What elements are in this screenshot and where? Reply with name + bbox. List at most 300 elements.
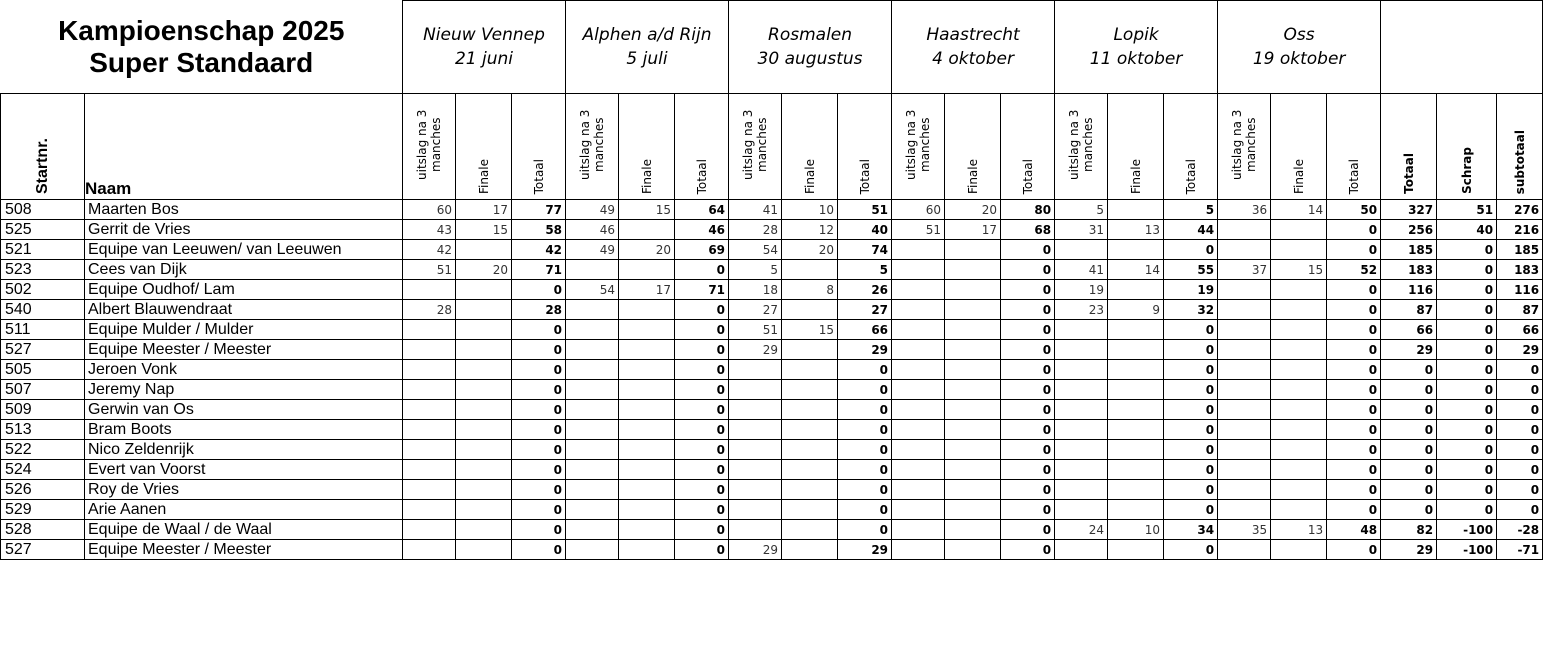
event-total-cell[interactable]: 50 (1327, 200, 1381, 220)
startnr-cell[interactable]: 523 (1, 260, 85, 280)
finale-cell[interactable] (1271, 420, 1327, 440)
event-total-cell[interactable]: 0 (838, 500, 892, 520)
uitslag-cell[interactable]: 51 (892, 220, 945, 240)
uitslag-cell[interactable] (566, 300, 619, 320)
finale-cell[interactable]: 20 (456, 260, 512, 280)
name-cell[interactable]: Equipe de Waal / de Waal (85, 520, 403, 540)
uitslag-cell[interactable] (1055, 440, 1108, 460)
finale-cell[interactable] (619, 460, 675, 480)
finale-cell[interactable] (1108, 440, 1164, 460)
schrap-cell[interactable]: 0 (1437, 420, 1497, 440)
event-total-cell[interactable]: 66 (838, 320, 892, 340)
finale-cell[interactable] (782, 380, 838, 400)
uitslag-cell[interactable]: 28 (403, 300, 456, 320)
event-total-cell[interactable]: 0 (1327, 380, 1381, 400)
uitslag-cell[interactable] (892, 320, 945, 340)
uitslag-cell[interactable] (403, 320, 456, 340)
finale-cell[interactable] (1108, 280, 1164, 300)
schrap-cell[interactable]: 0 (1437, 460, 1497, 480)
uitslag-cell[interactable] (566, 260, 619, 280)
startnr-cell[interactable]: 511 (1, 320, 85, 340)
subtotaal-cell[interactable]: 66 (1497, 320, 1543, 340)
total-cell[interactable]: 66 (1381, 320, 1437, 340)
uitslag-cell[interactable] (403, 360, 456, 380)
finale-cell[interactable]: 9 (1108, 300, 1164, 320)
finale-cell[interactable] (782, 440, 838, 460)
event-total-cell[interactable]: 0 (675, 460, 729, 480)
uitslag-cell[interactable] (1218, 540, 1271, 560)
uitslag-cell[interactable] (566, 540, 619, 560)
schrap-cell[interactable]: 40 (1437, 220, 1497, 240)
name-cell[interactable]: Equipe Meester / Meester (85, 340, 403, 360)
subtotaal-cell[interactable]: 276 (1497, 200, 1543, 220)
finale-cell[interactable] (1108, 320, 1164, 340)
total-cell[interactable]: 82 (1381, 520, 1437, 540)
total-cell[interactable]: 0 (1381, 380, 1437, 400)
event-total-cell[interactable]: 69 (675, 240, 729, 260)
subtotaal-cell[interactable]: 216 (1497, 220, 1543, 240)
uitslag-cell[interactable]: 43 (403, 220, 456, 240)
finale-cell[interactable] (1271, 380, 1327, 400)
event-total-cell[interactable]: 0 (1327, 320, 1381, 340)
finale-cell[interactable] (782, 500, 838, 520)
finale-cell[interactable] (945, 440, 1001, 460)
subtotaal-cell[interactable]: 0 (1497, 380, 1543, 400)
uitslag-cell[interactable]: 23 (1055, 300, 1108, 320)
event-total-cell[interactable]: 0 (1327, 500, 1381, 520)
event-total-cell[interactable]: 0 (1001, 460, 1055, 480)
event-total-cell[interactable]: 34 (1164, 520, 1218, 540)
event-total-cell[interactable]: 0 (512, 420, 566, 440)
finale-cell[interactable] (619, 380, 675, 400)
schrap-cell[interactable]: 0 (1437, 400, 1497, 420)
subtotaal-cell[interactable]: 0 (1497, 480, 1543, 500)
startnr-cell[interactable]: 525 (1, 220, 85, 240)
event-total-cell[interactable]: 0 (512, 460, 566, 480)
finale-cell[interactable] (619, 480, 675, 500)
event-total-cell[interactable]: 44 (1164, 220, 1218, 240)
uitslag-cell[interactable] (892, 460, 945, 480)
startnr-cell[interactable]: 528 (1, 520, 85, 540)
total-cell[interactable]: 29 (1381, 540, 1437, 560)
finale-cell[interactable] (1271, 340, 1327, 360)
event-total-cell[interactable]: 64 (675, 200, 729, 220)
finale-cell[interactable]: 14 (1108, 260, 1164, 280)
event-total-cell[interactable]: 0 (1164, 440, 1218, 460)
uitslag-cell[interactable]: 49 (566, 200, 619, 220)
schrap-cell[interactable]: 0 (1437, 480, 1497, 500)
finale-cell[interactable] (1271, 460, 1327, 480)
uitslag-cell[interactable] (1218, 240, 1271, 260)
finale-cell[interactable] (619, 340, 675, 360)
event-total-cell[interactable]: 0 (675, 320, 729, 340)
event-total-cell[interactable]: 0 (838, 460, 892, 480)
startnr-cell[interactable]: 521 (1, 240, 85, 260)
uitslag-cell[interactable] (729, 360, 782, 380)
uitslag-cell[interactable]: 36 (1218, 200, 1271, 220)
subtotaal-cell[interactable]: 0 (1497, 440, 1543, 460)
uitslag-cell[interactable] (403, 540, 456, 560)
event-total-cell[interactable]: 0 (512, 440, 566, 460)
finale-cell[interactable] (1108, 480, 1164, 500)
event-total-cell[interactable]: 52 (1327, 260, 1381, 280)
name-cell[interactable]: Jeroen Vonk (85, 360, 403, 380)
event-total-cell[interactable]: 0 (1001, 440, 1055, 460)
uitslag-cell[interactable] (1055, 360, 1108, 380)
event-total-cell[interactable]: 0 (512, 380, 566, 400)
uitslag-cell[interactable] (1055, 240, 1108, 260)
finale-cell[interactable] (945, 360, 1001, 380)
event-total-cell[interactable]: 0 (1327, 420, 1381, 440)
startnr-cell[interactable]: 509 (1, 400, 85, 420)
uitslag-cell[interactable] (729, 520, 782, 540)
finale-cell[interactable] (945, 320, 1001, 340)
name-cell[interactable]: Equipe Oudhof/ Lam (85, 280, 403, 300)
uitslag-cell[interactable]: 29 (729, 540, 782, 560)
finale-cell[interactable] (1271, 220, 1327, 240)
uitslag-cell[interactable]: 51 (403, 260, 456, 280)
schrap-cell[interactable]: 0 (1437, 500, 1497, 520)
finale-cell[interactable] (619, 260, 675, 280)
uitslag-cell[interactable]: 54 (566, 280, 619, 300)
name-cell[interactable]: Evert van Voorst (85, 460, 403, 480)
schrap-cell[interactable]: -100 (1437, 540, 1497, 560)
event-total-cell[interactable]: 0 (1164, 340, 1218, 360)
uitslag-cell[interactable] (1218, 380, 1271, 400)
finale-cell[interactable]: 20 (782, 240, 838, 260)
finale-cell[interactable]: 17 (619, 280, 675, 300)
name-cell[interactable]: Arie Aanen (85, 500, 403, 520)
event-total-cell[interactable]: 0 (1164, 420, 1218, 440)
event-total-cell[interactable]: 0 (675, 300, 729, 320)
uitslag-cell[interactable]: 54 (729, 240, 782, 260)
uitslag-cell[interactable] (1218, 360, 1271, 380)
finale-cell[interactable] (456, 360, 512, 380)
event-total-cell[interactable]: 0 (1327, 360, 1381, 380)
schrap-cell[interactable]: 0 (1437, 380, 1497, 400)
finale-cell[interactable] (619, 400, 675, 420)
finale-cell[interactable] (1271, 540, 1327, 560)
finale-cell[interactable] (782, 260, 838, 280)
uitslag-cell[interactable] (729, 460, 782, 480)
event-total-cell[interactable]: 0 (1001, 480, 1055, 500)
uitslag-cell[interactable] (1218, 320, 1271, 340)
total-cell[interactable]: 0 (1381, 500, 1437, 520)
total-cell[interactable]: 256 (1381, 220, 1437, 240)
finale-cell[interactable]: 12 (782, 220, 838, 240)
uitslag-cell[interactable] (1055, 340, 1108, 360)
event-total-cell[interactable]: 0 (512, 340, 566, 360)
subtotaal-cell[interactable]: 0 (1497, 360, 1543, 380)
uitslag-cell[interactable] (403, 280, 456, 300)
event-total-cell[interactable]: 0 (838, 480, 892, 500)
finale-cell[interactable] (619, 420, 675, 440)
subtotaal-cell[interactable]: 185 (1497, 240, 1543, 260)
finale-cell[interactable] (1108, 340, 1164, 360)
uitslag-cell[interactable] (892, 440, 945, 460)
finale-cell[interactable] (456, 320, 512, 340)
event-total-cell[interactable]: 0 (1001, 340, 1055, 360)
subtotaal-cell[interactable]: 0 (1497, 420, 1543, 440)
event-total-cell[interactable]: 27 (838, 300, 892, 320)
finale-cell[interactable] (619, 540, 675, 560)
finale-cell[interactable]: 15 (1271, 260, 1327, 280)
uitslag-cell[interactable]: 49 (566, 240, 619, 260)
finale-cell[interactable]: 20 (945, 200, 1001, 220)
subtotaal-cell[interactable]: 0 (1497, 500, 1543, 520)
event-total-cell[interactable]: 0 (1327, 240, 1381, 260)
event-total-cell[interactable]: 0 (838, 380, 892, 400)
finale-cell[interactable] (1108, 240, 1164, 260)
uitslag-cell[interactable] (729, 400, 782, 420)
finale-cell[interactable] (782, 300, 838, 320)
event-total-cell[interactable]: 0 (1164, 380, 1218, 400)
total-cell[interactable]: 0 (1381, 440, 1437, 460)
uitslag-cell[interactable] (892, 420, 945, 440)
name-cell[interactable]: Albert Blauwendraat (85, 300, 403, 320)
event-total-cell[interactable]: 77 (512, 200, 566, 220)
event-total-cell[interactable]: 32 (1164, 300, 1218, 320)
finale-cell[interactable]: 13 (1108, 220, 1164, 240)
finale-cell[interactable] (1271, 240, 1327, 260)
uitslag-cell[interactable] (1055, 320, 1108, 340)
finale-cell[interactable]: 15 (782, 320, 838, 340)
finale-cell[interactable] (1108, 540, 1164, 560)
finale-cell[interactable] (456, 380, 512, 400)
schrap-cell[interactable]: 0 (1437, 300, 1497, 320)
event-total-cell[interactable]: 0 (1327, 340, 1381, 360)
finale-cell[interactable] (456, 340, 512, 360)
event-total-cell[interactable]: 0 (675, 340, 729, 360)
uitslag-cell[interactable] (403, 380, 456, 400)
name-cell[interactable]: Nico Zeldenrijk (85, 440, 403, 460)
finale-cell[interactable] (456, 520, 512, 540)
event-total-cell[interactable]: 0 (512, 520, 566, 540)
event-total-cell[interactable]: 0 (675, 400, 729, 420)
uitslag-cell[interactable]: 41 (1055, 260, 1108, 280)
event-total-cell[interactable]: 58 (512, 220, 566, 240)
total-cell[interactable]: 185 (1381, 240, 1437, 260)
event-total-cell[interactable]: 0 (512, 480, 566, 500)
finale-cell[interactable] (456, 420, 512, 440)
event-total-cell[interactable]: 0 (1001, 380, 1055, 400)
name-cell[interactable]: Gerrit de Vries (85, 220, 403, 240)
finale-cell[interactable]: 10 (1108, 520, 1164, 540)
finale-cell[interactable] (945, 280, 1001, 300)
finale-cell[interactable] (619, 220, 675, 240)
event-total-cell[interactable]: 0 (1001, 280, 1055, 300)
finale-cell[interactable] (945, 540, 1001, 560)
name-cell[interactable]: Roy de Vries (85, 480, 403, 500)
subtotaal-cell[interactable]: 0 (1497, 460, 1543, 480)
finale-cell[interactable]: 8 (782, 280, 838, 300)
event-total-cell[interactable]: 0 (838, 440, 892, 460)
uitslag-cell[interactable]: 35 (1218, 520, 1271, 540)
uitslag-cell[interactable] (1218, 340, 1271, 360)
total-cell[interactable]: 327 (1381, 200, 1437, 220)
event-total-cell[interactable]: 0 (1001, 500, 1055, 520)
schrap-cell[interactable]: 0 (1437, 280, 1497, 300)
finale-cell[interactable] (945, 300, 1001, 320)
event-total-cell[interactable]: 0 (1164, 540, 1218, 560)
uitslag-cell[interactable] (403, 500, 456, 520)
event-total-cell[interactable]: 26 (838, 280, 892, 300)
event-total-cell[interactable]: 74 (838, 240, 892, 260)
event-total-cell[interactable]: 0 (512, 500, 566, 520)
event-total-cell[interactable]: 51 (838, 200, 892, 220)
event-total-cell[interactable]: 28 (512, 300, 566, 320)
schrap-cell[interactable]: -100 (1437, 520, 1497, 540)
finale-cell[interactable]: 14 (1271, 200, 1327, 220)
finale-cell[interactable] (1271, 320, 1327, 340)
uitslag-cell[interactable] (1055, 500, 1108, 520)
name-cell[interactable]: Maarten Bos (85, 200, 403, 220)
finale-cell[interactable] (782, 480, 838, 500)
event-total-cell[interactable]: 0 (1001, 240, 1055, 260)
event-total-cell[interactable]: 0 (838, 420, 892, 440)
event-total-cell[interactable]: 0 (838, 360, 892, 380)
name-cell[interactable]: Jeremy Nap (85, 380, 403, 400)
startnr-cell[interactable]: 513 (1, 420, 85, 440)
uitslag-cell[interactable]: 46 (566, 220, 619, 240)
subtotaal-cell[interactable]: 183 (1497, 260, 1543, 280)
uitslag-cell[interactable] (1218, 440, 1271, 460)
uitslag-cell[interactable] (566, 380, 619, 400)
subtotaal-cell[interactable]: -28 (1497, 520, 1543, 540)
uitslag-cell[interactable] (729, 480, 782, 500)
event-total-cell[interactable]: 0 (1001, 520, 1055, 540)
event-total-cell[interactable]: 0 (1001, 420, 1055, 440)
finale-cell[interactable] (1271, 280, 1327, 300)
event-total-cell[interactable]: 0 (1001, 260, 1055, 280)
startnr-cell[interactable]: 529 (1, 500, 85, 520)
finale-cell[interactable] (1108, 400, 1164, 420)
event-total-cell[interactable]: 0 (675, 500, 729, 520)
event-total-cell[interactable]: 5 (1164, 200, 1218, 220)
uitslag-cell[interactable]: 60 (403, 200, 456, 220)
subtotaal-cell[interactable]: -71 (1497, 540, 1543, 560)
finale-cell[interactable] (1271, 500, 1327, 520)
total-cell[interactable]: 0 (1381, 480, 1437, 500)
finale-cell[interactable] (945, 500, 1001, 520)
event-total-cell[interactable]: 29 (838, 340, 892, 360)
uitslag-cell[interactable] (566, 420, 619, 440)
event-total-cell[interactable]: 71 (512, 260, 566, 280)
finale-cell[interactable] (1271, 360, 1327, 380)
uitslag-cell[interactable] (892, 360, 945, 380)
finale-cell[interactable] (782, 340, 838, 360)
event-total-cell[interactable]: 0 (512, 280, 566, 300)
uitslag-cell[interactable] (1055, 540, 1108, 560)
finale-cell[interactable] (1108, 460, 1164, 480)
startnr-cell[interactable]: 527 (1, 340, 85, 360)
name-cell[interactable]: Bram Boots (85, 420, 403, 440)
uitslag-cell[interactable] (892, 300, 945, 320)
uitslag-cell[interactable] (566, 360, 619, 380)
finale-cell[interactable] (456, 280, 512, 300)
event-total-cell[interactable]: 0 (675, 440, 729, 460)
finale-cell[interactable] (456, 240, 512, 260)
finale-cell[interactable] (456, 300, 512, 320)
finale-cell[interactable] (1108, 200, 1164, 220)
name-cell[interactable]: Equipe Mulder / Mulder (85, 320, 403, 340)
uitslag-cell[interactable]: 31 (1055, 220, 1108, 240)
uitslag-cell[interactable]: 5 (1055, 200, 1108, 220)
total-cell[interactable]: 0 (1381, 420, 1437, 440)
startnr-cell[interactable]: 540 (1, 300, 85, 320)
uitslag-cell[interactable] (403, 420, 456, 440)
startnr-cell[interactable]: 508 (1, 200, 85, 220)
finale-cell[interactable]: 17 (945, 220, 1001, 240)
finale-cell[interactable] (619, 520, 675, 540)
event-total-cell[interactable]: 0 (675, 420, 729, 440)
event-total-cell[interactable]: 0 (1327, 300, 1381, 320)
finale-cell[interactable] (945, 460, 1001, 480)
uitslag-cell[interactable] (1055, 480, 1108, 500)
finale-cell[interactable] (945, 240, 1001, 260)
uitslag-cell[interactable] (403, 340, 456, 360)
finale-cell[interactable] (945, 480, 1001, 500)
startnr-cell[interactable]: 507 (1, 380, 85, 400)
finale-cell[interactable] (1108, 360, 1164, 380)
event-total-cell[interactable]: 42 (512, 240, 566, 260)
finale-cell[interactable] (1108, 500, 1164, 520)
subtotaal-cell[interactable]: 116 (1497, 280, 1543, 300)
event-total-cell[interactable]: 0 (1164, 360, 1218, 380)
uitslag-cell[interactable]: 29 (729, 340, 782, 360)
event-total-cell[interactable]: 80 (1001, 200, 1055, 220)
finale-cell[interactable] (456, 400, 512, 420)
uitslag-cell[interactable] (729, 380, 782, 400)
uitslag-cell[interactable] (892, 240, 945, 260)
finale-cell[interactable] (1108, 380, 1164, 400)
uitslag-cell[interactable] (729, 420, 782, 440)
finale-cell[interactable] (456, 460, 512, 480)
uitslag-cell[interactable] (566, 440, 619, 460)
event-total-cell[interactable]: 0 (1164, 480, 1218, 500)
total-cell[interactable]: 183 (1381, 260, 1437, 280)
finale-cell[interactable]: 13 (1271, 520, 1327, 540)
name-cell[interactable]: Equipe Meester / Meester (85, 540, 403, 560)
name-cell[interactable]: Cees van Dijk (85, 260, 403, 280)
event-total-cell[interactable]: 0 (1001, 360, 1055, 380)
event-total-cell[interactable]: 0 (675, 260, 729, 280)
schrap-cell[interactable]: 0 (1437, 240, 1497, 260)
subtotaal-cell[interactable]: 29 (1497, 340, 1543, 360)
uitslag-cell[interactable] (1218, 460, 1271, 480)
uitslag-cell[interactable] (566, 480, 619, 500)
event-total-cell[interactable]: 0 (838, 520, 892, 540)
event-total-cell[interactable]: 0 (1001, 400, 1055, 420)
name-cell[interactable]: Equipe van Leeuwen/ van Leeuwen (85, 240, 403, 260)
uitslag-cell[interactable]: 24 (1055, 520, 1108, 540)
uitslag-cell[interactable] (1055, 460, 1108, 480)
event-total-cell[interactable]: 19 (1164, 280, 1218, 300)
event-total-cell[interactable]: 40 (838, 220, 892, 240)
total-cell[interactable]: 87 (1381, 300, 1437, 320)
total-cell[interactable]: 0 (1381, 460, 1437, 480)
uitslag-cell[interactable] (1055, 380, 1108, 400)
uitslag-cell[interactable]: 51 (729, 320, 782, 340)
finale-cell[interactable] (1271, 480, 1327, 500)
uitslag-cell[interactable]: 5 (729, 260, 782, 280)
event-total-cell[interactable]: 0 (1327, 220, 1381, 240)
finale-cell[interactable] (782, 400, 838, 420)
event-total-cell[interactable]: 0 (1327, 440, 1381, 460)
uitslag-cell[interactable]: 18 (729, 280, 782, 300)
uitslag-cell[interactable] (403, 520, 456, 540)
finale-cell[interactable] (782, 540, 838, 560)
